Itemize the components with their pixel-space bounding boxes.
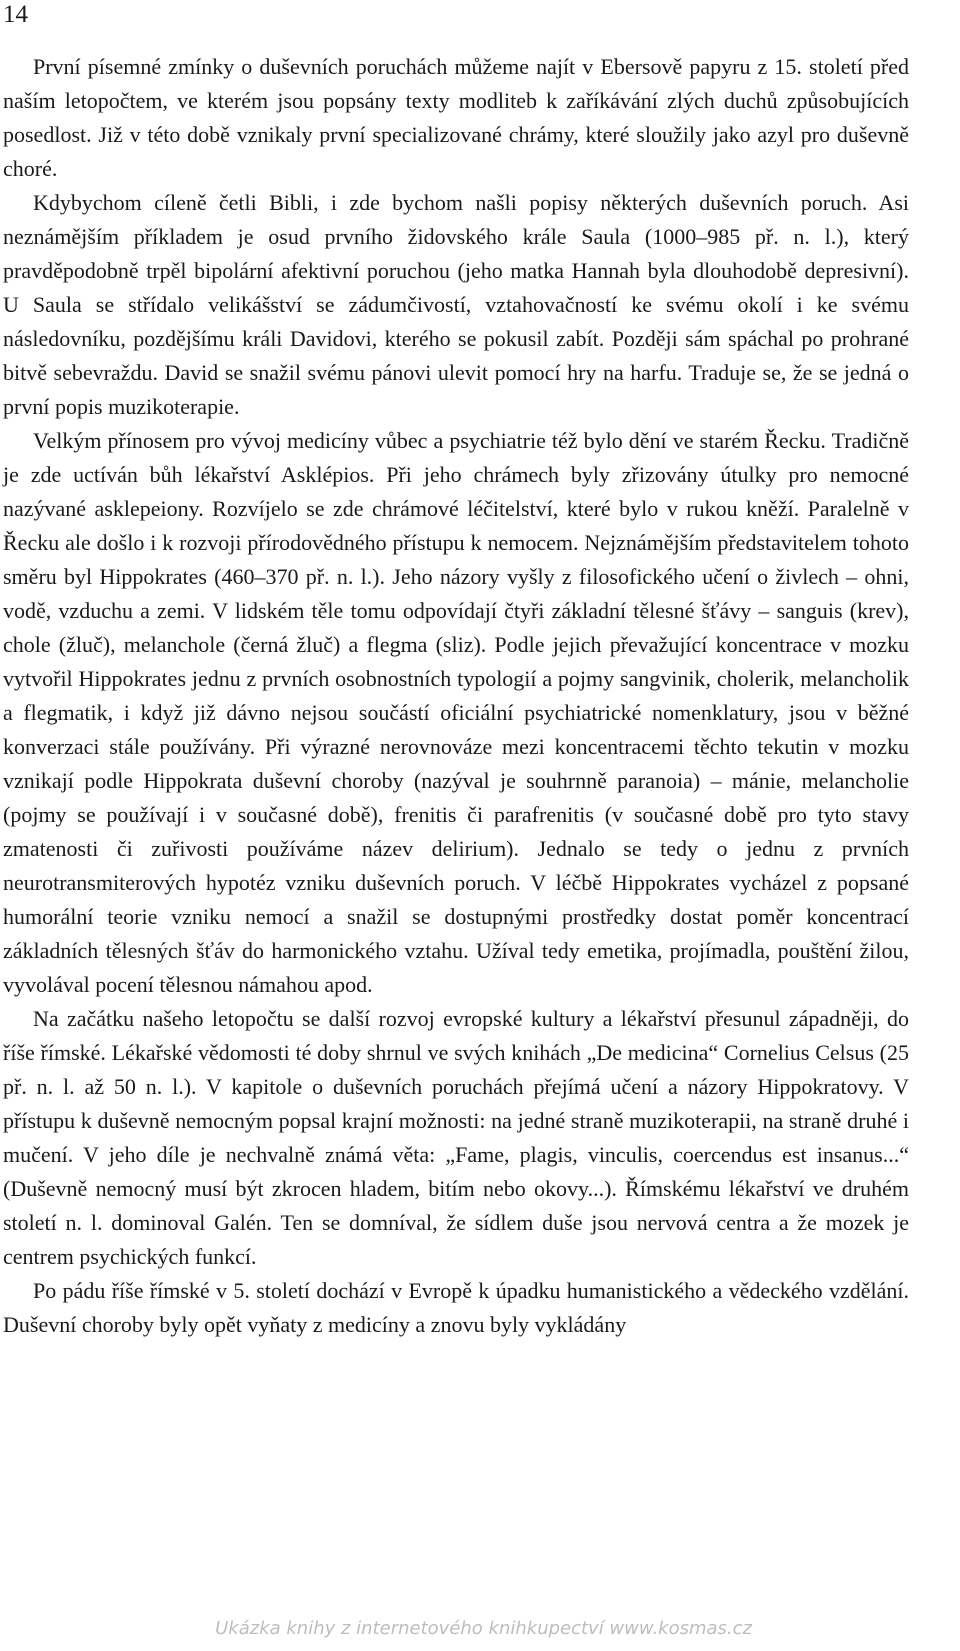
paragraph-ancient-greece: Velkým přínosem pro vývoj medicíny vůbec a psychiatrie též bylo dění ve starém Řecku. Tradičně je zde uctíván bůh lékařství Asklépios. Při jeho chrámech byly zřizovány útulky pro nemocné nazývané asklepeiony. Rozvíjelo se zde chrámové léčitelství, které bylo v rukou kněží. Paralelně v Řecku ale došlo i k rozvoji přírodovědného přístupu k nemocem. Nejznámějším představitelem tohoto směru byl Hippokrates (460–370 př. n. l.). Jeho názory vyšly z filosofického učení o živlech – ohni, vodě, vzduchu a zemi. V lidském těle tomu odpovídají čtyři základní tělesné šťávy – sanguis (krev), chole (žluč), melanchole (černá žluč) a flegma (sliz). Podle jejich převažující koncentrace v mozku vytvořil Hippokrates jednu z prvních osobnostních typologií a pojmy sangvinik, cholerik, melancholik a flegmatik, i když již dávno nejsou součástí oficiální psychiatrické nomenklatury, jsou v běžné konverzaci stále používány. Při výrazné nerovnováze mezi koncentracemi těchto tekutin v mozku vznikají podle Hippokrata duševní choroby (nazýval je souhrnně paranoia) – mánie, melancholie (pojmy se používají i v současné době), frenitis či parafrenitis (v současné době pro tyto stavy zmatenosti či zuřivosti používáme název delirium). Jednalo se tedy o jednu z prvních neurotransmiterových hypotéz vzniku duševních poruch. V léčbě Hippokrates vycházel z popsané humorální teorie vzniku nemocí a snažil se dostupnými prostředky dostat poměr koncentrací základních tělesných šťáv do harmonického vztahu. Užíval tedy emetika, projímadla, pouštění žilou, vyvolával pocení tělesnou námahou apod. — [3, 428, 909, 997]
body-text — [3, 50, 909, 1342]
paragraph-roman-empire: Na začátku našeho letopočtu se další rozvoj evropské kultury a lékařství přesunul západněji, do říše římské. Lékařské vědomosti té doby shrnul ve svých knihách „De medicina“ Cornelius Celsus (25 př. n. l. až 50 n. l.). V kapitole o duševních poruchách přejímá učení a názory Hippokratovy. V přístupu k duševně nemocným popsal krajní možnosti: na jedné straně muzikoterapii, na straně druhé i mučení. V jeho díle je nechvalně známá věta: „Fame, plagis, vinculis, coercendus est insanus...“ (Duševně nemocný musí být zkrocen hladem, bitím nebo okovy...). Římskému lékařství ve druhém století n. l. dominoval Galén. Ten se domníval, že sídlem duše jsou nervová centra a že mozek je centrem psychických funkcí. — [3, 1006, 909, 1269]
paragraph-ebers-papyrus: První písemné zmínky o duševních poruchách můžeme najít v Ebersově papyru z 15. století před naším letopočtem, ve kterém jsou popsány texty modliteb k zaříkávání zlých duchů způsobujících posedlost. Již v této době vznikaly první specializované chrámy, které sloužily jako azyl pro duševně choré. — [3, 54, 909, 181]
paragraph-bible-saul: Kdybychom cíleně četli Bibli, i zde bychom našli popisy některých duševních poruch. Asi neznámějším příkladem je osud prvního židovského krále Saula (1000–985 př. n. l.), který pravděpodobně trpěl bipolární afektivní poruchou (jeho matka Hannah byla dlouhodobě depresivní). U Saula se střídalo velikášství se zádumčivostí, vztahovačností ke svému okolí i ke svému následovníku, pozdějšímu králi Davidovi, kterého se pokusil zabít. Později sám spáchal po prohrané bitvě sebevraždu. David se snažil svému pánovi ulevit pomocí hry na harfu. Traduje se, že se jedná o první popis muzikoterapie. — [3, 190, 909, 419]
watermark-footer: Ukázka knihy z internetového knihkupectví www.kosmas.cz — [215, 1618, 752, 1639]
paragraph-fall-of-rome: Po pádu říše římské v 5. století dochází v Evropě k úpadku humanistického a vědeckého vzdělání. Duševní choroby byly opět vyňaty z medicíny a znovu byly vykládány — [3, 1278, 909, 1337]
page-number: 14 — [3, 1, 28, 28]
